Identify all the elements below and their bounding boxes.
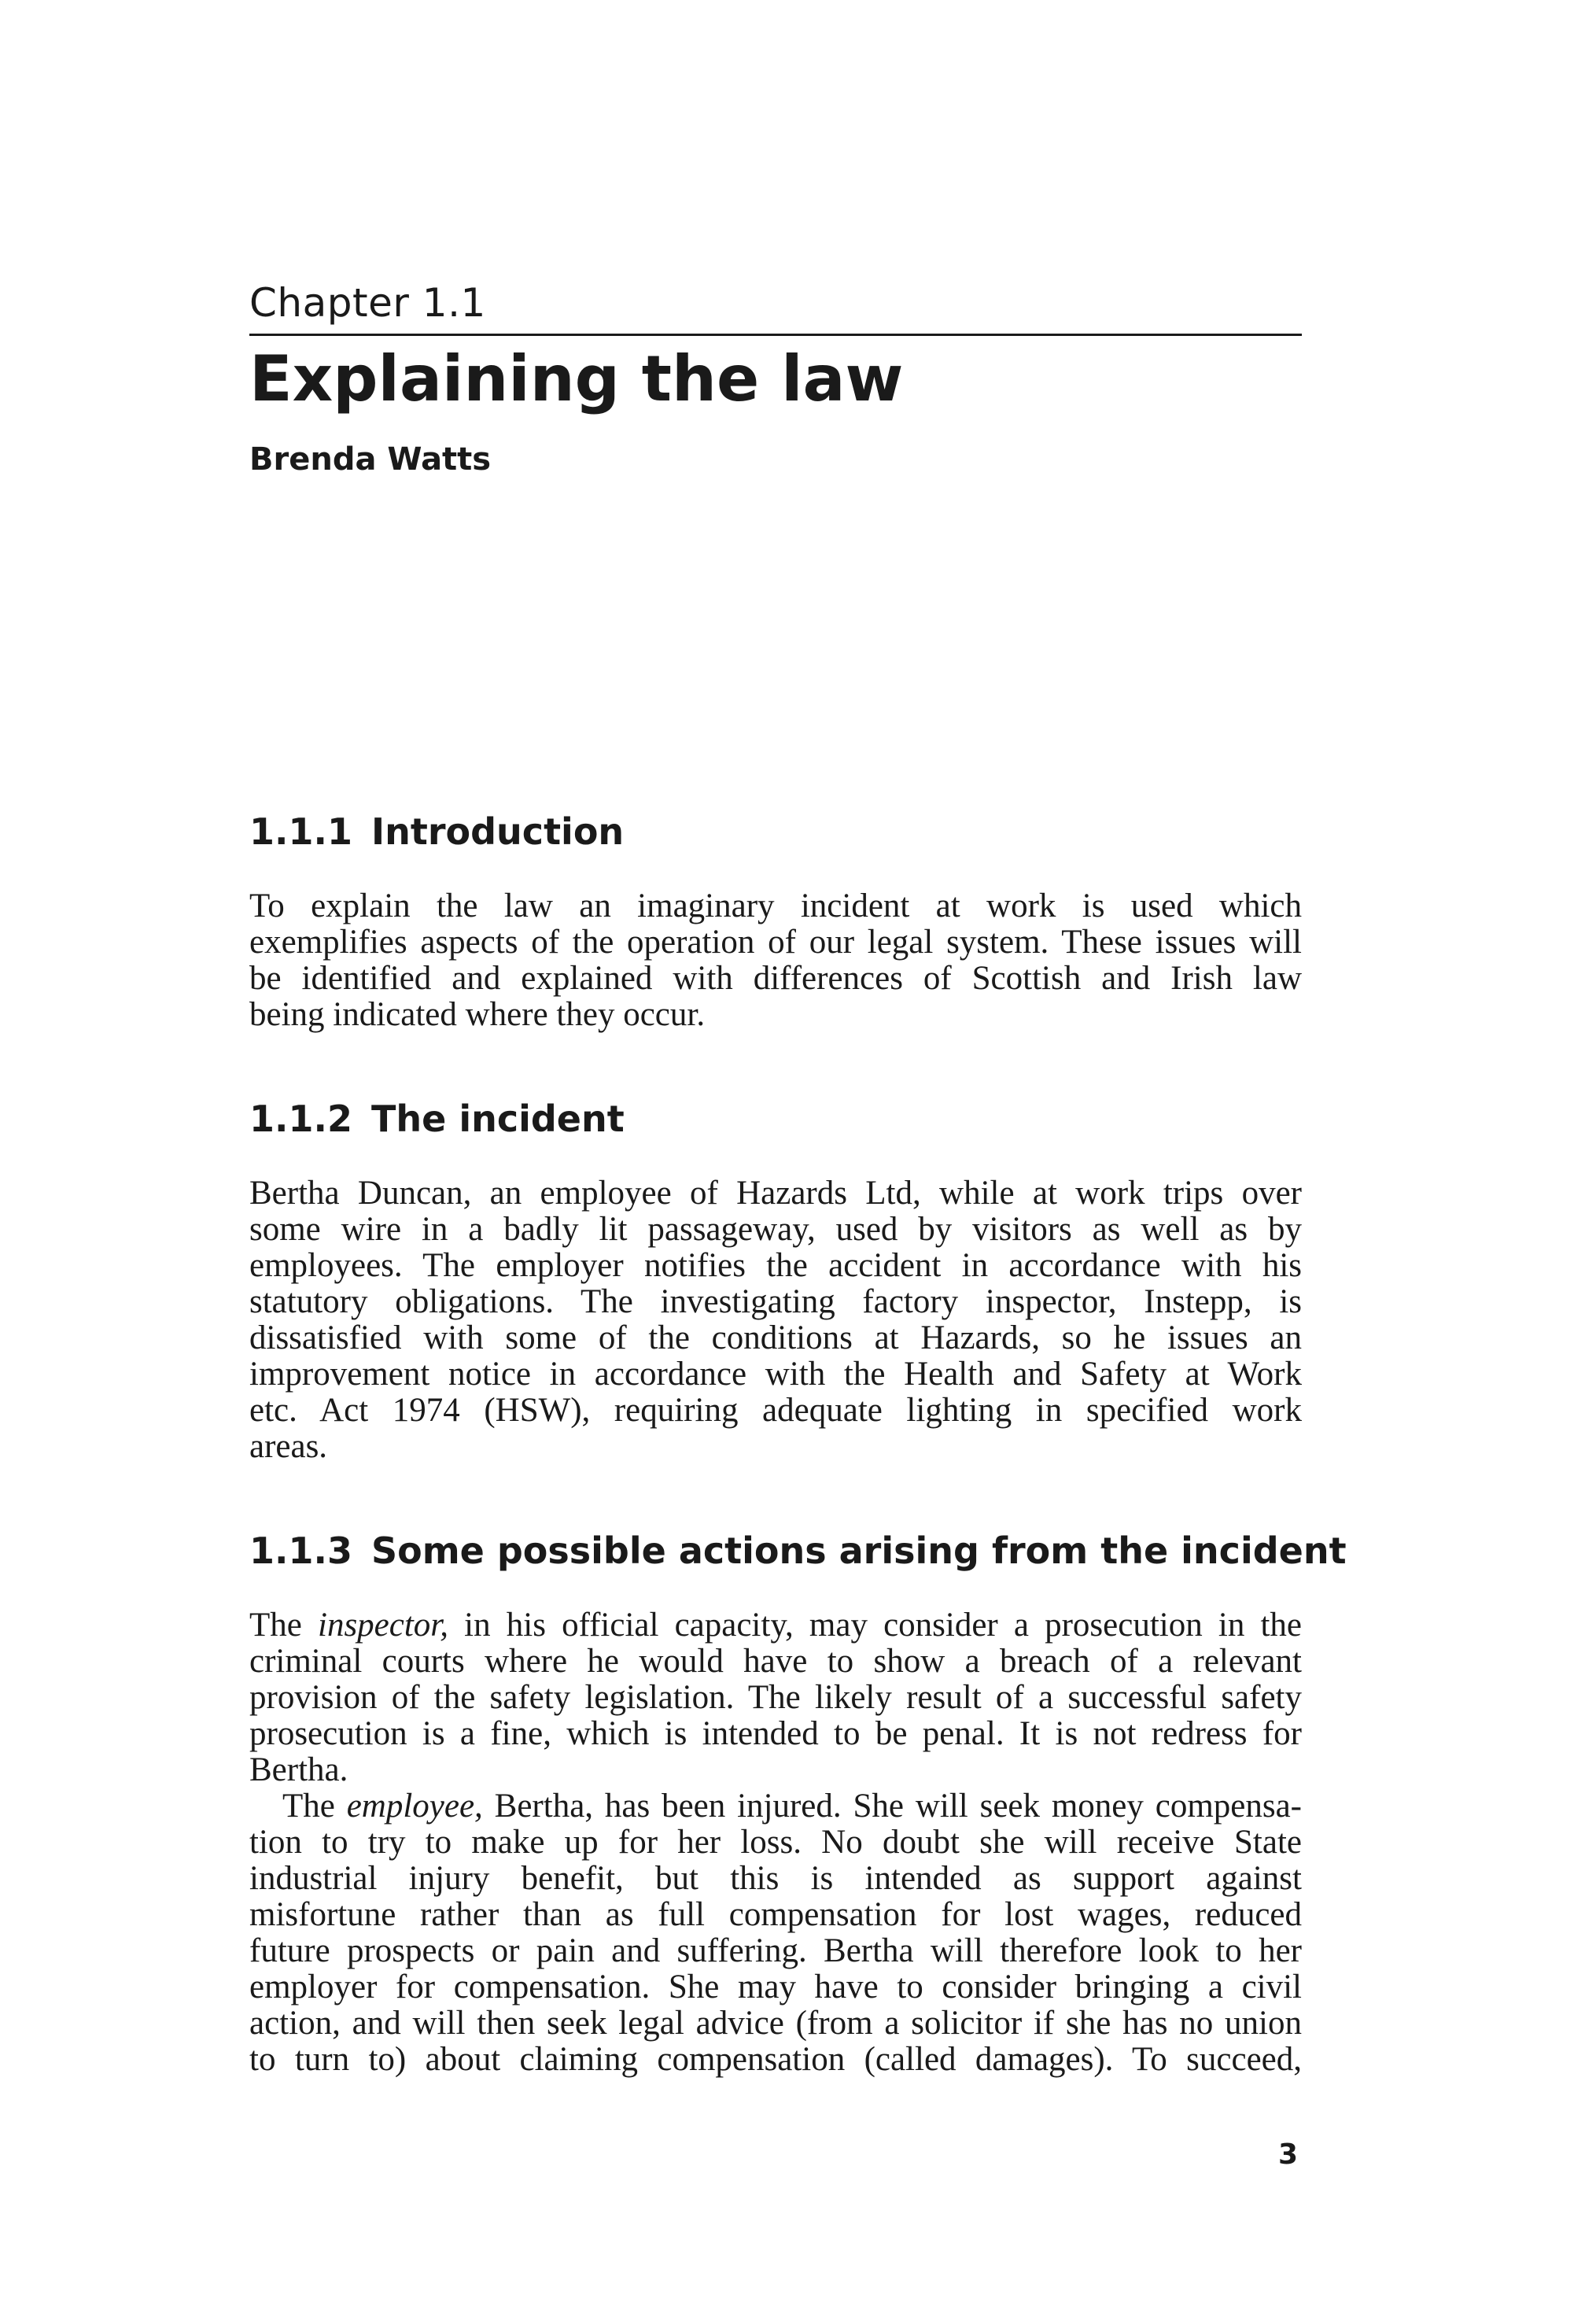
text-line: exemplifies aspects of the operation of our legal system. These issues will [249, 924, 1302, 961]
section-number: 1.1.3 [249, 1529, 352, 1572]
text-fragment: The [249, 1607, 318, 1644]
section-title: Some possible actions arising from the incident [370, 1529, 1347, 1572]
text-line: future prospects or pain and suffering. Bertha will therefore look to her [249, 1932, 1302, 1969]
text-line: industrial injury benefit, but this is intended as support against [249, 1860, 1302, 1897]
text-line: To explain the law an imaginary incident at work is used which [249, 887, 1302, 924]
text-line: provision of the safety legislation. The likely result of a successful safety [249, 1679, 1302, 1716]
text-line: prosecution is a fine, which is intended to be penal. It is not redress for [249, 1715, 1302, 1752]
text-line: be identified and explained with differences of Scottish and Irish law [249, 960, 1302, 997]
page-number: 3 [1278, 2138, 1299, 2171]
text-line: action, and will then seek legal advice (from a solicitor if she has no union [249, 2005, 1302, 2042]
text-line: statutory obligations. The investigating factory inspector, Instepp, is [249, 1283, 1302, 1320]
text-line: improvement notice in accordance with the Health and Safety at Work [249, 1356, 1302, 1393]
emphasis-inspector: inspector, [318, 1607, 449, 1644]
paragraph-incident [249, 1175, 1302, 1465]
chapter-title: Explaining the law [249, 342, 904, 415]
text-line: misfortune rather than as full compensation for lost wages, reduced [249, 1896, 1302, 1933]
section-heading-possible-actions [249, 1527, 1347, 1574]
paragraph-introduction [249, 888, 1302, 1033]
text-line: being indicated where they occur. [249, 996, 706, 1033]
section-number: 1.1.2 [249, 1098, 352, 1140]
text-line: Bertha Duncan, an employee of Hazards Ltd, while at work trips over [249, 1175, 1302, 1212]
paragraph-inspector [249, 1607, 1302, 1788]
text-fragment: Bertha, has been injured. She will seek money compensa- [482, 1788, 1302, 1825]
text-line: to turn to) about claiming compensation (called damages). To succeed, [249, 2041, 1302, 2078]
section-title: The incident [370, 1098, 625, 1140]
text-line [249, 1788, 1302, 1825]
text-line: tion to try to make up for her loss. No doubt she will receive State [249, 1824, 1302, 1861]
text-line: areas. [249, 1428, 328, 1465]
paragraph-employee [249, 1788, 1302, 2078]
text-line: some wire in a badly lit passageway, used by visitors as well as by [249, 1211, 1302, 1248]
text-line: employees. The employer notifies the accident in accordance with his [249, 1247, 1302, 1284]
text-line: employer for compensation. She may have to consider bringing a civil [249, 1969, 1302, 2006]
section-heading-incident [249, 1095, 625, 1142]
text-line: dissatisfied with some of the conditions at Hazards, so he issues an [249, 1319, 1302, 1356]
text-line: criminal courts where he would have to show a breach of a relevant [249, 1643, 1302, 1680]
author-name: Brenda Watts [249, 441, 492, 478]
text-fragment: in his official capacity, may consider a prosecution in the [448, 1607, 1302, 1644]
section-number: 1.1.1 [249, 810, 352, 853]
text-line: etc. Act 1974 (HSW), requiring adequate lighting in specified work [249, 1392, 1302, 1429]
text-line [249, 1607, 1302, 1644]
section-title: Introduction [370, 810, 625, 853]
emphasis-employee: employee, [346, 1788, 483, 1825]
text-line: Bertha. [249, 1751, 348, 1788]
section-heading-introduction [249, 808, 624, 855]
chapter-rule [249, 334, 1302, 336]
text-fragment: The [282, 1788, 347, 1825]
chapter-label: Chapter 1.1 [249, 280, 486, 326]
